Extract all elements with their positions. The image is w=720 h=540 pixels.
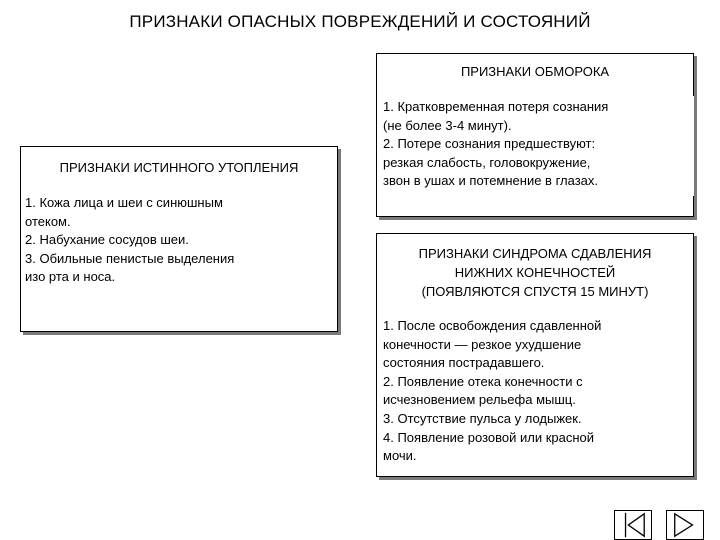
list-item: 3. Обильные пенистые выделения	[25, 250, 235, 266]
prev-slide-button[interactable]	[614, 510, 652, 540]
list-item: резкая слабость, головокружение,	[383, 154, 591, 170]
list-item: 4. Появление розовой или красной	[383, 429, 595, 445]
list-item: изо рта и носа.	[25, 269, 116, 285]
page-title: ПРИЗНАКИ ОПАСНЫХ ПОВРЕЖДЕНИЙ И СОСТОЯНИЙ	[129, 12, 591, 31]
list-item: 2. Потере сознания предшествуют:	[383, 136, 596, 152]
list-item: 1. Кратковременная потеря сознания	[383, 99, 609, 114]
crush-syndrome-list	[378, 314, 688, 474]
crush-syndrome-heading	[377, 244, 693, 301]
list-item: мочи.	[383, 448, 417, 464]
list-item: 3. Отсутствие пульса у лодыжек.	[383, 410, 582, 426]
heading-line: ПРИЗНАКИ СИНДРОМА СДАВЛЕНИЯ	[418, 246, 652, 261]
list-item: исчезновением рельефа мышц.	[383, 392, 576, 408]
list-item: звон в ушах и потемнение в глазах.	[383, 173, 599, 189]
next-triangle-icon	[667, 511, 703, 539]
list-item: конечности — резкое ухудшение	[383, 336, 582, 352]
list-item: отеком.	[25, 213, 71, 229]
fainting-heading: ПРИЗНАКИ ОБМОРОКА	[460, 64, 610, 79]
list-item: 2. Появление отека конечности с	[383, 373, 583, 389]
list-item: 1. Кожа лица и шеи с синюшным	[25, 195, 223, 210]
heading-line: НИЖНИХ КОНЕЧНОСТЕЙ	[454, 265, 616, 280]
list-item: 2. Набухание сосудов шеи.	[25, 232, 189, 248]
fainting-signs-list	[378, 96, 694, 196]
list-item: состояния пострадавшего.	[383, 355, 545, 371]
list-item: (не более 3-4 минут).	[383, 117, 512, 133]
list-item: 1. После освобождения сдавленной	[383, 318, 602, 333]
next-slide-button[interactable]	[666, 510, 704, 540]
heading-line: (ПОЯВЛЯЮТСЯ СПУСТЯ 15 МИНУТ)	[421, 284, 649, 299]
drowning-signs-list	[22, 192, 336, 292]
prev-triangle-icon	[615, 511, 651, 539]
drowning-heading: ПРИЗНАКИ ИСТИННОГО УТОПЛЕНИЯ	[59, 160, 299, 175]
